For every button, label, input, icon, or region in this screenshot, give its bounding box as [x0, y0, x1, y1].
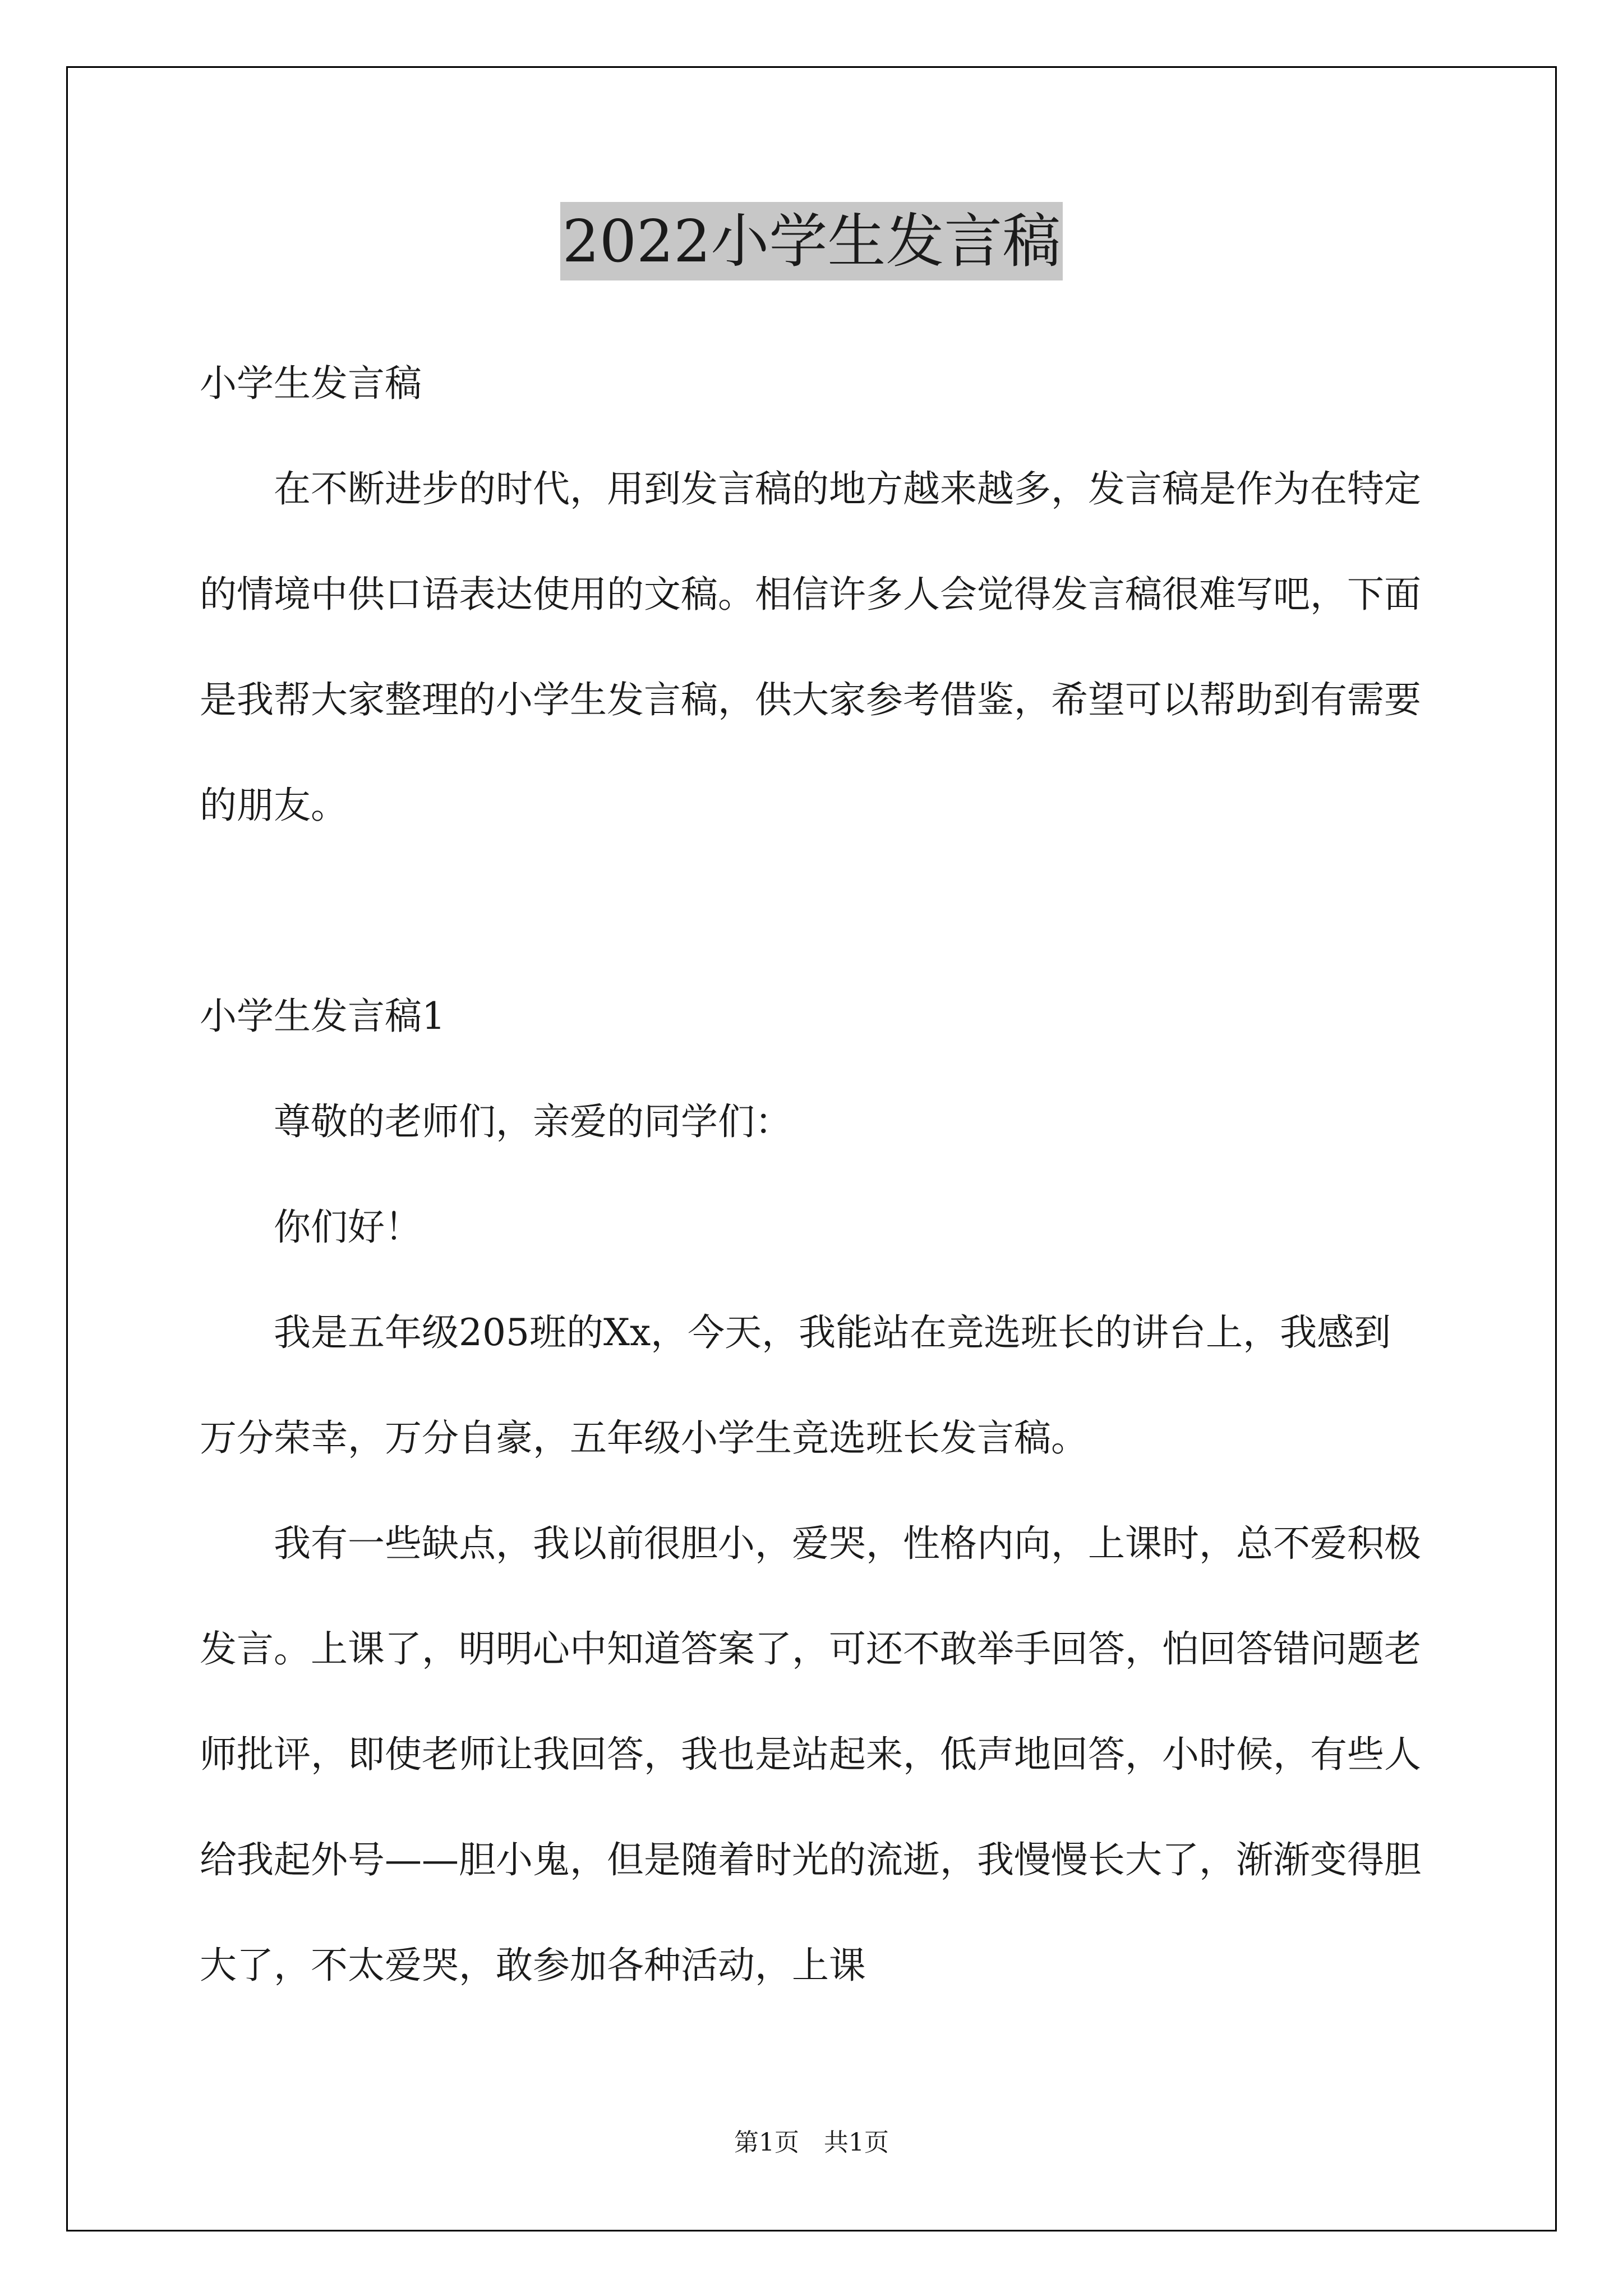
- document-title: 2022小学生发言稿: [560, 202, 1063, 280]
- intro-heading: 小学生发言稿: [200, 362, 422, 405]
- document-title-block: [0, 202, 1623, 280]
- body-paragraph-1: 我是五年级205班的Xx，今天，我能站在竞选班长的讲台上，我感到万分荣幸，万分自豪，五年级小学生竞选班长发言稿。: [200, 1311, 1391, 1460]
- paragraph-spacer: [200, 858, 1428, 964]
- intro-paragraph: 在不断进步的时代，用到发言稿的地方越来越多，发言稿是作为在特定的情境中供口语表达使用的文稿。相信许多人会觉得发言稿很难写吧，下面是我帮大家整理的小学生发言稿，供大家参考借鉴，希望可以帮助到有需要的朋友。: [200, 467, 1421, 827]
- section-heading: 小学生发言稿1: [200, 995, 445, 1038]
- greeting-line: 尊敬的老师们，亲爱的同学们：: [274, 1100, 792, 1143]
- page-footer: [0, 2126, 1623, 2160]
- hello-line: 你们好！: [274, 1205, 422, 1249]
- document-body: [200, 331, 1428, 2018]
- body-paragraph-2: 我有一些缺点，我以前很胆小，爱哭，性格内向，上课时，总不爱积极发言。上课了，明明心中知道答案了，可还不敢举手回答，怕回答错问题老师批评，即使老师让我回答，我也是站起来，低声地回答，小时候，有些人给我起外号——胆小鬼，但是随着时光的流逝，我慢慢长大了，渐渐变得胆大了，不太爱哭，敢参加各种活动，上课: [200, 1522, 1421, 1987]
- page-number: 第1页 共1页: [734, 2128, 889, 2157]
